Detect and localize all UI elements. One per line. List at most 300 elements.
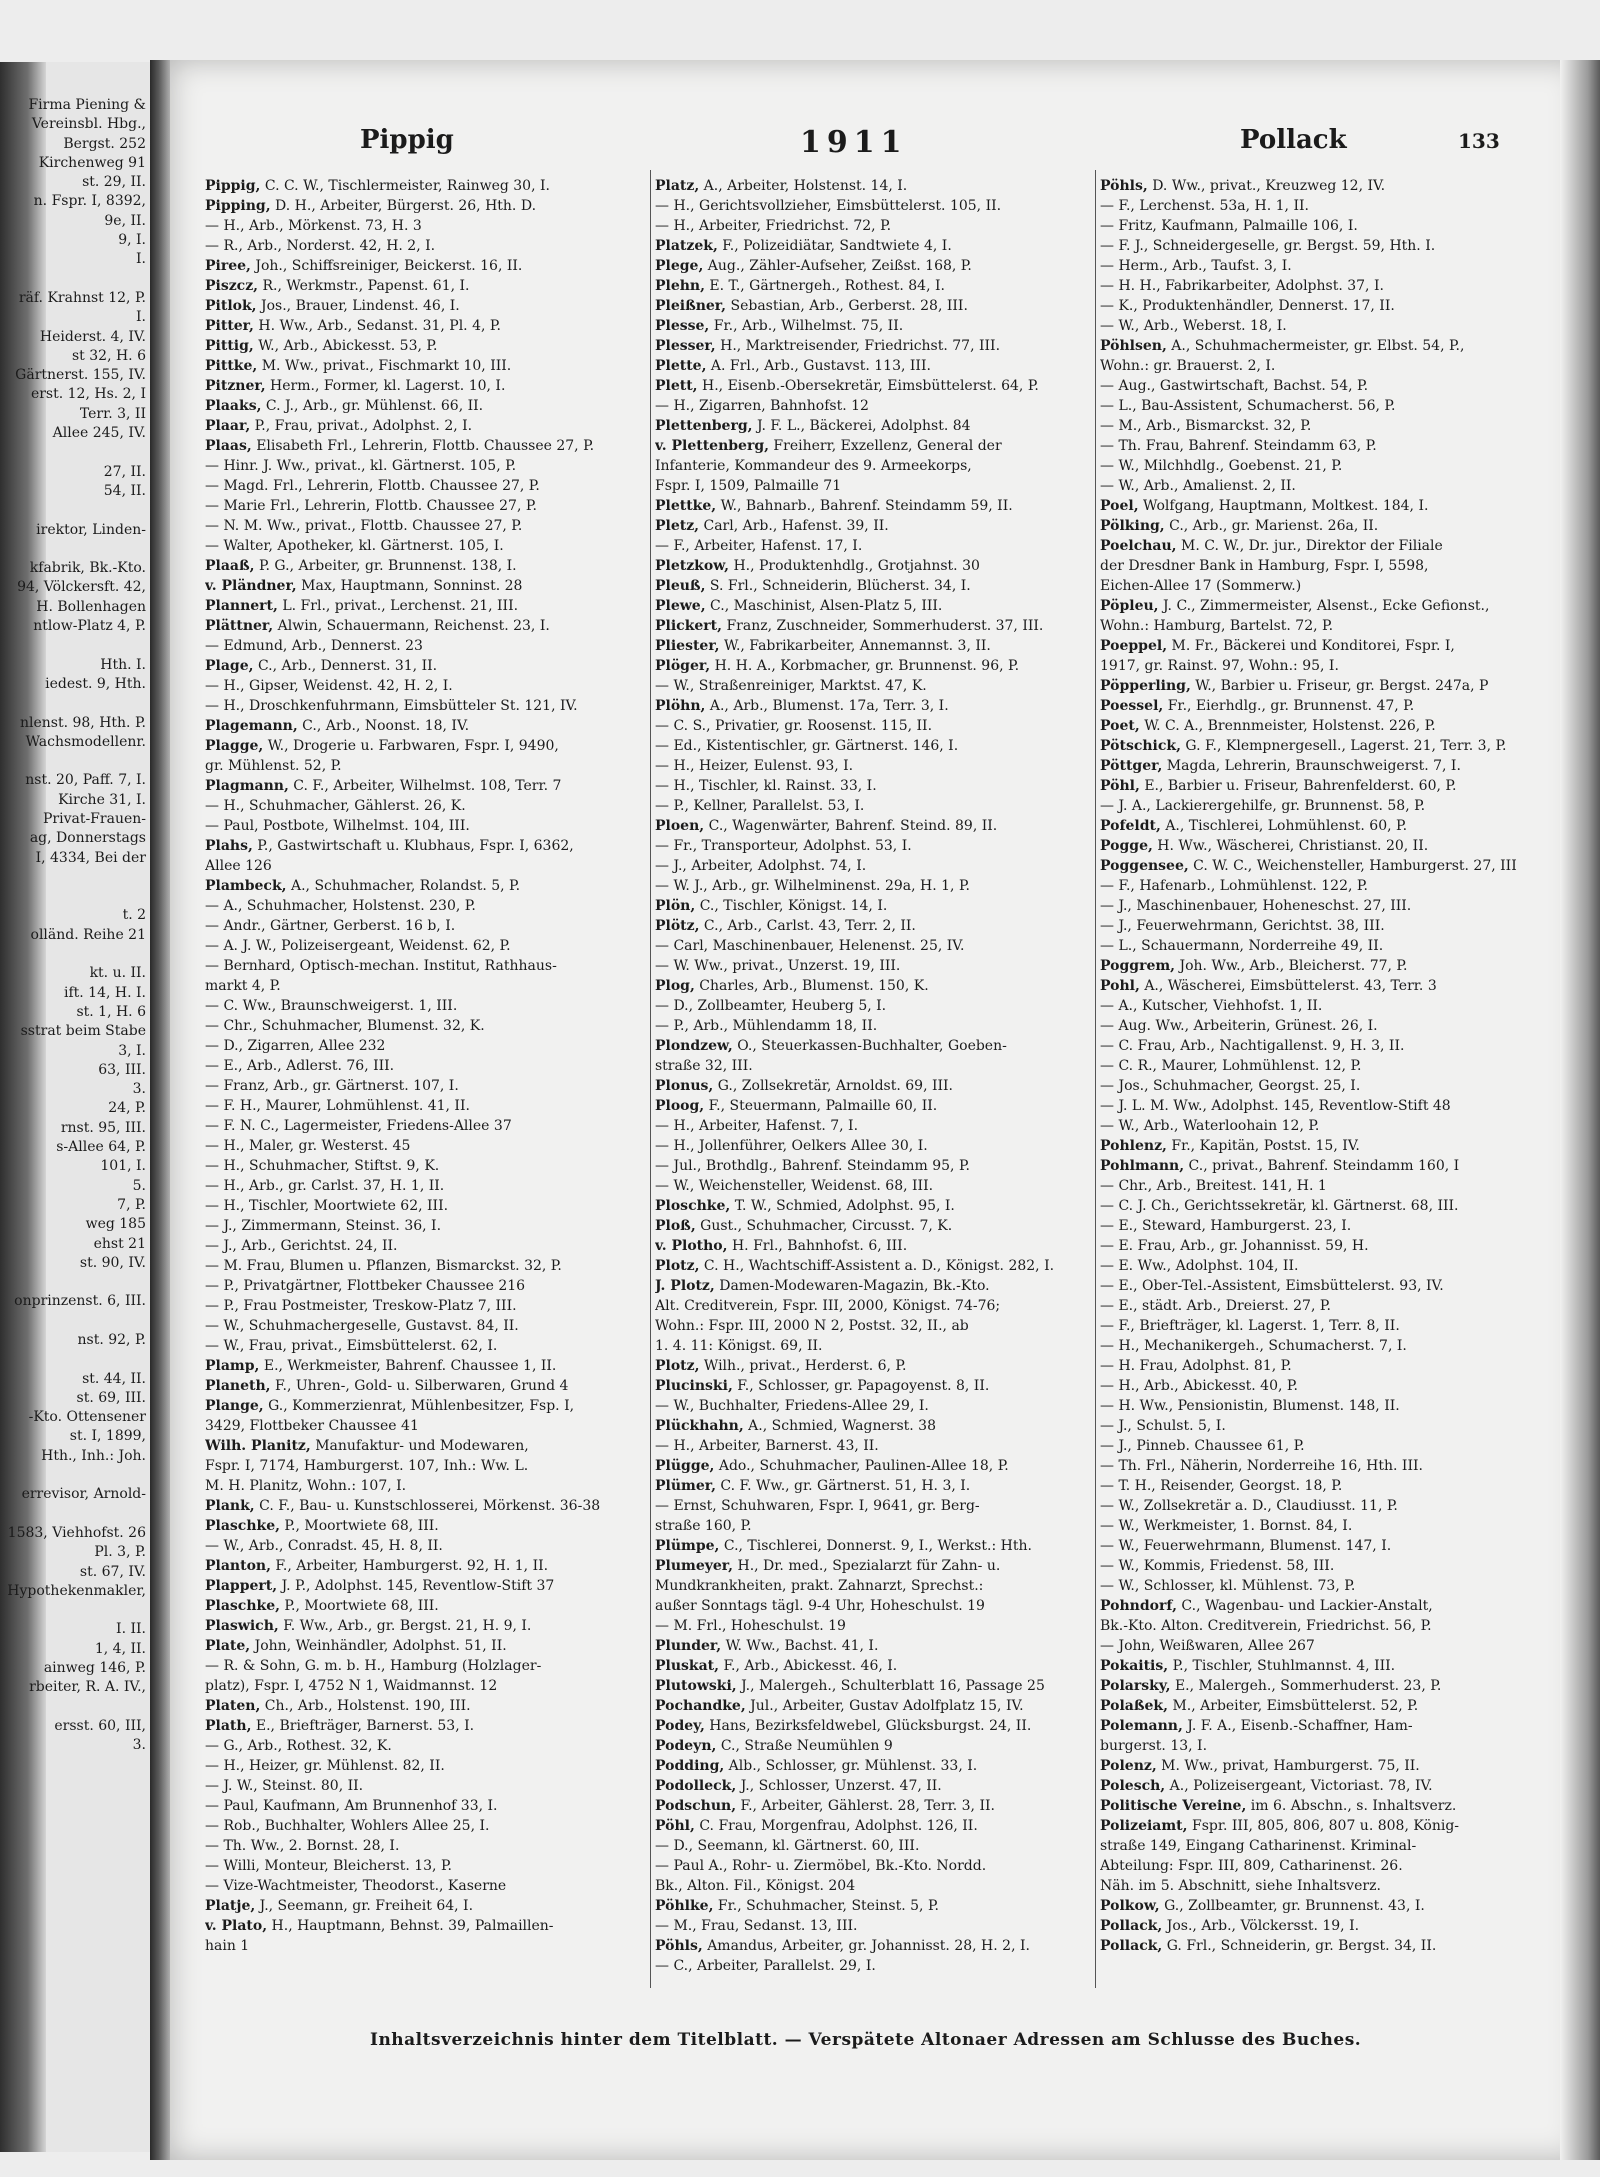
directory-entry [655, 596, 1095, 616]
entry-surname: Plambeck, [205, 878, 287, 894]
entry-details: — R., Arb., Norderst. 42, H. 2, I. [205, 238, 436, 254]
directory-entry [205, 1056, 645, 1076]
entry-details: 1917, gr. Rainst. 97, Wohn.: 95, I. [1100, 658, 1339, 674]
directory-entry [655, 1256, 1095, 1276]
entry-details: — W., Schlosser, kl. Mühlenst. 73, P. [1100, 1578, 1356, 1594]
directory-entry [205, 1096, 645, 1116]
entry-details: F., Schlosser, gr. Papagoyenst. 8, II. [732, 1378, 990, 1394]
entry-surname: Podding, [655, 1758, 725, 1774]
directory-entry [655, 616, 1095, 636]
previous-page-line: st. 67, IV. [79, 1563, 146, 1580]
entry-details: J. F. L., Bäckerei, Adolphst. 84 [752, 418, 971, 434]
entry-details: straße 32, III. [655, 1058, 753, 1074]
directory-entry [205, 636, 645, 656]
directory-entry [205, 1556, 645, 1576]
entry-details: A., Tischlerei, Lohmühlenst. 60, P. [1160, 818, 1408, 834]
entry-details: C., Arb., Noonst. 18, IV. [297, 718, 470, 734]
entry-details: F., Uhren-, Gold- u. Silberwaren, Grund 4 [270, 1378, 569, 1394]
directory-entry [205, 1336, 645, 1356]
entry-details: Näh. im 5. Abschnitt, siehe Inhaltsverz. [1100, 1878, 1381, 1894]
entry-details: Amandus, Arbeiter, gr. Johannisst. 28, H. 2, I. [702, 1938, 1030, 1954]
entry-details: P., Frau, privat., Adolphst. 2, I. [250, 418, 473, 434]
directory-entry [205, 1616, 645, 1636]
directory-entry [205, 556, 645, 576]
entry-details: — J., Pinneb. Chaussee 61, P. [1100, 1438, 1305, 1454]
entry-details: — C. S., Privatier, gr. Roosenst. 115, II. [655, 718, 933, 734]
entry-surname: Pleißner, [655, 298, 727, 314]
directory-entry [1100, 1916, 1540, 1936]
previous-page-line: 3. [132, 1737, 146, 1754]
entry-details: — Jos., Schuhmacher, Georgst. 25, I. [1100, 1078, 1361, 1094]
previous-page-line: 54, II. [103, 482, 146, 499]
entry-details: H., Eisenb.-Obersekretär, Eimsbüttelerst. 64, P. [697, 378, 1039, 394]
entry-surname: Platje, [205, 1898, 256, 1914]
entry-details: — H., Arb., gr. Carlst. 37, H. 1, II. [205, 1178, 445, 1194]
previous-page-line: 5. [132, 1177, 146, 1194]
previous-page-line [0, 636, 150, 655]
directory-entry [205, 516, 645, 536]
directory-entry [1100, 516, 1540, 536]
entry-details: Herm., Former, kl. Lagerst. 10, I. [265, 378, 506, 394]
entry-details: — H., Droschkenfuhrmann, Eimsbütteler St. 121, IV. [205, 698, 578, 714]
directory-entry [655, 556, 1095, 576]
entry-surname: Plaswich, [205, 1618, 279, 1634]
entry-details: — H., Maler, gr. Westerst. 45 [205, 1138, 411, 1154]
entry-details: — Marie Frl., Lehrerin, Flottb. Chaussee 27, P. [205, 498, 537, 514]
entry-surname: Pohlmann, [1100, 1158, 1185, 1174]
entry-details: Wohn.: Fspr. III, 2000 N 2, Postst. 32, II., ab [655, 1318, 969, 1334]
directory-entry [205, 1496, 645, 1516]
entry-surname: Plettenberg, [655, 418, 753, 434]
entry-surname: Pollack, [1100, 1938, 1163, 1954]
entry-details: C. W. C., Weichensteller, Hamburgerst. 27, III [1188, 858, 1517, 874]
directory-entry [205, 1456, 645, 1476]
entry-details: Wolfgang, Hauptmann, Moltkest. 184, I. [1138, 498, 1429, 514]
entry-details: — Carl, Maschinenbauer, Helenenst. 25, IV. [655, 938, 965, 954]
previous-page-line: onprinzenst. 6, III. [14, 1293, 146, 1310]
entry-details: Bk., Alton. Fil., Königst. 204 [655, 1878, 856, 1894]
entry-details: hain 1 [205, 1938, 250, 1954]
directory-entry [205, 1856, 645, 1876]
entry-details: E., Barbier u. Friseur, Bahrenfelderst. 60, P. [1139, 778, 1457, 794]
entry-details: — J. A., Lackierergehilfe, gr. Brunnenst. 58, P. [1100, 798, 1426, 814]
entry-details: Fr., Arb., Wilhelmst. 75, II. [709, 318, 904, 334]
entry-details: — Andr., Gärtner, Gerberst. 16 b, I. [205, 918, 456, 934]
directory-entry [205, 296, 645, 316]
previous-page-line: irektor, Linden- [36, 521, 146, 538]
entry-surname: Pohlenz, [1100, 1138, 1167, 1154]
directory-entry [1100, 1496, 1540, 1516]
directory-entry [205, 1296, 645, 1316]
directory-entry [205, 616, 645, 636]
entry-details: J., Seemann, gr. Freiheit 64, I. [255, 1898, 474, 1914]
entry-details: — J., Schulst. 5, I. [1100, 1418, 1226, 1434]
directory-entry [655, 776, 1095, 796]
directory-entry [655, 1836, 1095, 1856]
previous-page-line: ehst 21 [93, 1235, 146, 1252]
entry-surname: Plaar, [205, 418, 251, 434]
directory-entry [655, 1136, 1095, 1156]
directory-entry [205, 416, 645, 436]
entry-surname: Plath, [205, 1718, 252, 1734]
entry-details: J., Schlosser, Unzerst. 47, II. [736, 1778, 942, 1794]
entry-details: — F., Briefträger, kl. Lagerst. 1, Terr. 8, II. [1100, 1318, 1400, 1334]
previous-page-line: st. 29, II. [82, 174, 146, 191]
entry-details: C., Arb., Carlst. 43, Terr. 2, II. [699, 918, 916, 934]
entry-details: Max, Hauptmann, Sonninst. 28 [296, 578, 523, 594]
previous-page-line: st. 90, IV. [79, 1254, 146, 1271]
entry-details: — Jul., Brothdlg., Bahrenf. Steindamm 95, P. [655, 1158, 970, 1174]
directory-entry [205, 936, 645, 956]
entry-details: Joh., Schiffsreiniger, Beickerst. 16, II. [250, 258, 523, 274]
page-number: 133 [1458, 129, 1500, 153]
entry-details: C., Tischlerei, Donnerst. 9, I., Werkst.: Hth. [719, 1538, 1032, 1554]
entry-details: A., Arb., Blumenst. 17a, Terr. 3, I. [705, 698, 949, 714]
directory-entry [205, 356, 645, 376]
directory-entry [205, 1836, 645, 1856]
previous-page-line [0, 945, 150, 964]
directory-entry [205, 656, 645, 676]
entry-surname: Pipping, [205, 198, 271, 214]
directory-entry [1100, 716, 1540, 736]
entry-details: — Fr., Transporteur, Adolphst. 53, I. [655, 838, 912, 854]
directory-entry [1100, 576, 1540, 596]
entry-details: — F., Hafenarb., Lohmühlenst. 122, P. [1100, 878, 1368, 894]
entry-details: W. Ww., Bachst. 41, I. [721, 1638, 879, 1654]
entry-details: — H., Arbeiter, Hafenst. 7, I. [655, 1118, 859, 1134]
entry-details: — W., Milchhdlg., Goebenst. 21, P. [1100, 458, 1343, 474]
directory-entry [205, 596, 645, 616]
previous-page-line: 3, I. [118, 1042, 146, 1059]
entry-details: — D., Seemann, kl. Gärtnerst. 60, III. [655, 1838, 920, 1854]
entry-details: O., Steuerkassen-Buchhalter, Goeben- [732, 1038, 1007, 1054]
entry-details: A. Frl., Arb., Gustavst. 113, III. [706, 358, 931, 374]
entry-surname: Pollack, [1100, 1918, 1163, 1934]
previous-page-line: st. I, 1899, [69, 1428, 146, 1445]
entry-surname: Plesser, [655, 338, 716, 354]
entry-surname: Polaßek, [1100, 1698, 1168, 1714]
entry-details: H. Frl., Bahnhofst. 6, III. [727, 1238, 908, 1254]
previous-page-line: rbeiter, R. A. IV., [29, 1679, 146, 1696]
entry-details: H., Marktreisender, Friedrichst. 77, III. [715, 338, 1001, 354]
entry-details: — W., Arb., Amalienst. 2, II. [1100, 478, 1296, 494]
entry-surname: v. Pländner, [205, 578, 297, 594]
previous-page-line: st. 69, III. [76, 1389, 146, 1406]
directory-entry [205, 676, 645, 696]
entry-details: — P., Frau Postmeister, Treskow-Platz 7, III. [205, 1298, 517, 1314]
entry-details: C. F. Ww., gr. Gärtnerst. 51, H. 3, I. [715, 1478, 971, 1494]
entry-details: Abteilung: Fspr. III, 809, Catharinenst. 26. [1100, 1858, 1403, 1874]
previous-page-line: kfabrik, Bk.-Kto. [29, 560, 146, 577]
entry-details: Alwin, Schauermann, Reichenst. 23, I. [273, 618, 550, 634]
entry-details: — W., Arb., Conradst. 45, H. 8, II. [205, 1538, 443, 1554]
directory-entry [205, 276, 645, 296]
entry-details: — H., Tischler, Moortwiete 62, III. [205, 1198, 449, 1214]
entry-details: außer Sonntags tägl. 9-4 Uhr, Hoheschulst. 19 [655, 1598, 985, 1614]
entry-surname: Plöhn, [655, 698, 706, 714]
entry-details: — J., Zimmermann, Steinst. 36, I. [205, 1218, 442, 1234]
entry-surname: Poggensee, [1100, 858, 1189, 874]
entry-surname: Pöhlke, [655, 1898, 714, 1914]
entry-surname: Plückhahn, [655, 1418, 744, 1434]
directory-entry [205, 1696, 645, 1716]
previous-page-line: Firma Piening & [28, 97, 146, 113]
entry-details: — W. Ww., privat., Unzerst. 19, III. [655, 958, 901, 974]
directory-entry [1100, 856, 1540, 876]
entry-surname: Plappert, [205, 1578, 278, 1594]
directory-entry [1100, 1896, 1540, 1916]
directory-entry [655, 1896, 1095, 1916]
entry-details: Wohn.: Hamburg, Bartelst. 72, P. [1100, 618, 1334, 634]
directory-entry [1100, 1796, 1540, 1816]
entry-details: Bk.-Kto. Alton. Creditverein, Friedrichst. 56, P. [1100, 1618, 1432, 1634]
entry-surname: Wilh. Planitz, [205, 1438, 311, 1454]
previous-page-line: I. [136, 309, 146, 326]
directory-entry [655, 1436, 1095, 1456]
entry-surname: Plutowski, [655, 1678, 737, 1694]
entry-details: F. Ww., Arb., gr. Bergst. 21, H. 9, I. [278, 1618, 532, 1634]
directory-entry [205, 736, 645, 756]
directory-entry [205, 1676, 645, 1696]
entry-details: C. J., Arb., gr. Mühlenst. 66, II. [261, 398, 484, 414]
entry-surname: Polenz, [1100, 1758, 1157, 1774]
directory-entry [1100, 1296, 1540, 1316]
directory-entry [205, 856, 645, 876]
entry-surname: Pochandke, [655, 1698, 746, 1714]
entry-surname: Pogge, [1100, 838, 1153, 854]
entry-surname: Ploog, [655, 1098, 705, 1114]
directory-entry [1100, 1776, 1540, 1796]
entry-details: — D., Zollbeamter, Heuberg 5, I. [655, 998, 887, 1014]
directory-entry [205, 1596, 645, 1616]
directory-entry [205, 456, 645, 476]
entry-surname: Polesch, [1100, 1778, 1166, 1794]
directory-entry [655, 1696, 1095, 1716]
directory-entry [205, 1716, 645, 1736]
entry-details: — F. H., Maurer, Lohmühlenst. 41, II. [205, 1098, 470, 1114]
directory-entry [655, 1676, 1095, 1696]
directory-entry [655, 1776, 1095, 1796]
entry-details: — H., Schuhmacher, Gählerst. 26, K. [205, 798, 466, 814]
entry-surname: Pöhl, [1100, 778, 1140, 794]
entry-details: — M., Frau, Sedanst. 13, III. [655, 1918, 858, 1934]
entry-details: — J., Maschinenbauer, Hoheneschst. 27, III. [1100, 898, 1412, 914]
directory-entry [1100, 1256, 1540, 1276]
entry-surname: Pöhls, [655, 1938, 703, 1954]
directory-column-1 [205, 176, 645, 1956]
entry-details: Gust., Schuhmacher, Circusst. 7, K. [695, 1218, 953, 1234]
entry-details: H. Ww., Wäscherei, Christianst. 20, II. [1152, 838, 1429, 854]
previous-page-line: 1583, Viehhofst. 26 [7, 1524, 146, 1541]
previous-page-line: nlenst. 98, Hth. P. [19, 714, 146, 731]
directory-entry [205, 1316, 645, 1336]
entry-details: — Bernhard, Optisch-mechan. Institut, Rathhaus- [205, 958, 557, 974]
directory-entry [655, 1556, 1095, 1576]
directory-entry [205, 316, 645, 336]
entry-surname: Pippig, [205, 178, 261, 194]
directory-entry [655, 676, 1095, 696]
entry-details: — Magd. Frl., Lehrerin, Flottb. Chaussee 27, P. [205, 478, 540, 494]
directory-entry [1100, 636, 1540, 656]
directory-entry [1100, 676, 1540, 696]
entry-details: — W., Kommis, Friedenst. 58, III. [1100, 1558, 1335, 1574]
entry-details: — W., Schuhmachergeselle, Gustavst. 84, II. [205, 1318, 519, 1334]
entry-details: — W., Zollsekretär a. D., Claudiusst. 11, P. [1100, 1498, 1398, 1514]
entry-details: — M. Frau, Blumen u. Pflanzen, Bismarckst. 32, P. [205, 1258, 562, 1274]
entry-surname: v. Plato, [205, 1918, 268, 1934]
directory-entry [1100, 556, 1540, 576]
previous-page-line: 1, 4, II. [94, 1640, 146, 1657]
previous-page-line: rnst. 95, III. [60, 1119, 146, 1136]
directory-entry [655, 316, 1095, 336]
entry-surname: Plank, [205, 1498, 255, 1514]
previous-page-line: s-Allee 64, P. [56, 1139, 146, 1156]
entry-details: — W., Feuerwehrmann, Blumenst. 147, I. [1100, 1538, 1392, 1554]
entry-details: — Chr., Schuhmacher, Blumenst. 32, K. [205, 1018, 485, 1034]
directory-entry [205, 1516, 645, 1536]
entry-details: — H., Zigarren, Bahnhofst. 12 [655, 398, 869, 414]
previous-page-line: 94, Völckersft. 42, [17, 579, 146, 596]
directory-entry [655, 1236, 1095, 1256]
directory-entry [655, 1576, 1095, 1596]
previous-page-line: Heiderst. 4, IV. [39, 328, 146, 345]
entry-details: — Th. Frau, Bahrenf. Steindamm 63, P. [1100, 438, 1377, 454]
directory-entry [1100, 1736, 1540, 1756]
previous-page-line: Privat-Frauen- [42, 810, 146, 827]
entry-details: P. G., Arbeiter, gr. Brunnenst. 138, I. [254, 558, 517, 574]
column-rule [1095, 170, 1096, 1988]
entry-surname: Plonus, [655, 1078, 714, 1094]
entry-surname: Ploß, [655, 1218, 696, 1234]
entry-details: — Paul A., Rohr- u. Ziermöbel, Bk.-Kto. Nordd. [655, 1858, 987, 1874]
entry-details: — Paul, Kaufmann, Am Brunnenhof 33, I. [205, 1798, 498, 1814]
entry-details: — F. N. C., Lagermeister, Friedens-Allee 37 [205, 1118, 512, 1134]
directory-entry [1100, 1056, 1540, 1076]
directory-entry [655, 276, 1095, 296]
directory-entry [205, 376, 645, 396]
entry-details: Manufaktur- und Modewaren, [310, 1438, 529, 1454]
entry-details: — H., Tischler, kl. Rainst. 33, I. [655, 778, 877, 794]
directory-entry [1100, 1196, 1540, 1216]
directory-entry [1100, 1156, 1540, 1176]
directory-entry [655, 696, 1095, 716]
entry-details: — Paul, Postbote, Wilhelmst. 104, III. [205, 818, 470, 834]
entry-surname: Plügge, [655, 1458, 715, 1474]
entry-details: J. F. A., Eisenb.-Schaffner, Ham- [1182, 1718, 1413, 1734]
entry-details: — F., Arbeiter, Hafenst. 17, I. [655, 538, 863, 554]
directory-entry [205, 1196, 645, 1216]
entry-surname: Plahs, [205, 838, 253, 854]
entry-details: E., Werkmeister, Bahrenf. Chaussee 1, II. [259, 1358, 557, 1374]
previous-page-line: 3. [132, 1081, 146, 1098]
directory-entry [1100, 1856, 1540, 1876]
directory-entry [1100, 1596, 1540, 1616]
previous-page-line: 27, II. [103, 463, 146, 480]
directory-entry [1100, 396, 1540, 416]
entry-surname: Pohl, [1100, 978, 1140, 994]
entry-details: Joh. Ww., Arb., Bleicherst. 77, P. [1175, 958, 1408, 974]
entry-surname: Plön, [655, 898, 696, 914]
entry-surname: Ploen, [655, 818, 705, 834]
entry-details: W., Fabrikarbeiter, Annemannst. 3, II. [719, 638, 991, 654]
previous-page-line: Hth. I. [100, 656, 146, 673]
page-gutter [150, 60, 172, 2160]
entry-details: — H., Jollenführer, Oelkers Allee 30, I. [655, 1138, 928, 1154]
entry-surname: Plümpe, [655, 1538, 720, 1554]
previous-page-line [0, 1466, 150, 1485]
entry-details: G. Frl., Schneiderin, gr. Bergst. 34, II. [1162, 1938, 1437, 1954]
directory-entry [1100, 1516, 1540, 1536]
directory-entry [655, 1736, 1095, 1756]
entry-details: — Herm., Arb., Taufst. 3, I. [1100, 258, 1292, 274]
entry-surname: Plette, [655, 358, 707, 374]
entry-details: — W. J., Arb., gr. Wilhelminenst. 29a, H. 1, P. [655, 878, 970, 894]
entry-surname: Poet, [1100, 718, 1140, 734]
entry-details: — H., Gerichtsvollzieher, Eimsbüttelerst. 105, II. [655, 198, 1002, 214]
previous-page-line: 63, III. [98, 1061, 146, 1078]
entry-details: — E., Ober-Tel.-Assistent, Eimsbüttelerst. 93, IV. [1100, 1278, 1444, 1294]
entry-details: Freiherr, Exzellenz, General der [768, 438, 1002, 454]
previous-page-line [0, 752, 150, 771]
directory-entry [1100, 1536, 1540, 1556]
directory-entry [1100, 1716, 1540, 1736]
entry-details: Eichen-Allee 17 (Sommerw.) [1100, 578, 1302, 594]
directory-entry [655, 1356, 1095, 1376]
entry-details: — Walter, Apotheker, kl. Gärtnerst. 105, I. [205, 538, 504, 554]
previous-page-line: Hypothekenmakler, [7, 1582, 146, 1599]
previous-page-line: ntlow-Platz 4, P. [33, 618, 146, 635]
directory-entry [205, 1156, 645, 1176]
directory-entry [655, 1536, 1095, 1556]
entry-details: — Aug. Ww., Arbeiterin, Grünest. 26, I. [1100, 1018, 1378, 1034]
directory-entry [205, 256, 645, 276]
directory-entry [655, 976, 1095, 996]
entry-details: L. Frl., privat., Lerchenst. 21, III. [277, 598, 519, 614]
entry-details: — C. J. Ch., Gerichtssekretär, kl. Gärtnerst. 68, III. [1100, 1198, 1459, 1214]
entry-details: Carl, Arb., Hafenst. 39, II. [699, 518, 889, 534]
directory-entry [655, 1076, 1095, 1096]
entry-surname: Plehn, [655, 278, 705, 294]
directory-entry [1100, 936, 1540, 956]
header-year: 1911 [800, 125, 908, 160]
entry-details: im 6. Abschn., s. Inhaltsverz. [1246, 1798, 1457, 1814]
entry-details: — Hinr. J. Ww., privat., kl. Gärtnerst. 105, P. [205, 458, 517, 474]
entry-details: C., Wagenbau- und Lackier-Anstalt, [1176, 1598, 1433, 1614]
entry-details: P., Gastwirtschaft u. Klubhaus, Fspr. I, 6362, [252, 838, 574, 854]
directory-entry [1100, 1236, 1540, 1256]
entry-surname: Plagge, [205, 738, 264, 754]
directory-entry [655, 1916, 1095, 1936]
entry-details: Fspr. I, 7174, Hamburgerst. 107, Inh.: Ww. L. [205, 1458, 529, 1474]
entry-details: — H., Arbeiter, Barnerst. 43, II. [655, 1438, 879, 1454]
entry-surname: Plotz, [655, 1258, 700, 1274]
previous-page-line: ag, Donnerstags [29, 830, 146, 847]
entry-details: — M. Frl., Hoheschulst. 19 [655, 1618, 846, 1634]
entry-surname: Plog, [655, 978, 695, 994]
entry-details: — K., Produktenhändler, Dennerst. 17, II. [1100, 298, 1395, 314]
entry-details: W., Arb., Abickesst. 53, P. [253, 338, 438, 354]
directory-entry [1100, 1436, 1540, 1456]
previous-page-line [0, 1312, 150, 1331]
directory-entry [1100, 1936, 1540, 1956]
directory-entry [655, 636, 1095, 656]
entry-surname: Plondzew, [655, 1038, 733, 1054]
directory-entry [655, 1196, 1095, 1216]
directory-entry [655, 396, 1095, 416]
entry-details: — J., Arbeiter, Adolphst. 74, I. [655, 858, 867, 874]
entry-details: burgerst. 13, I. [1100, 1738, 1208, 1754]
directory-entry [205, 1216, 645, 1236]
